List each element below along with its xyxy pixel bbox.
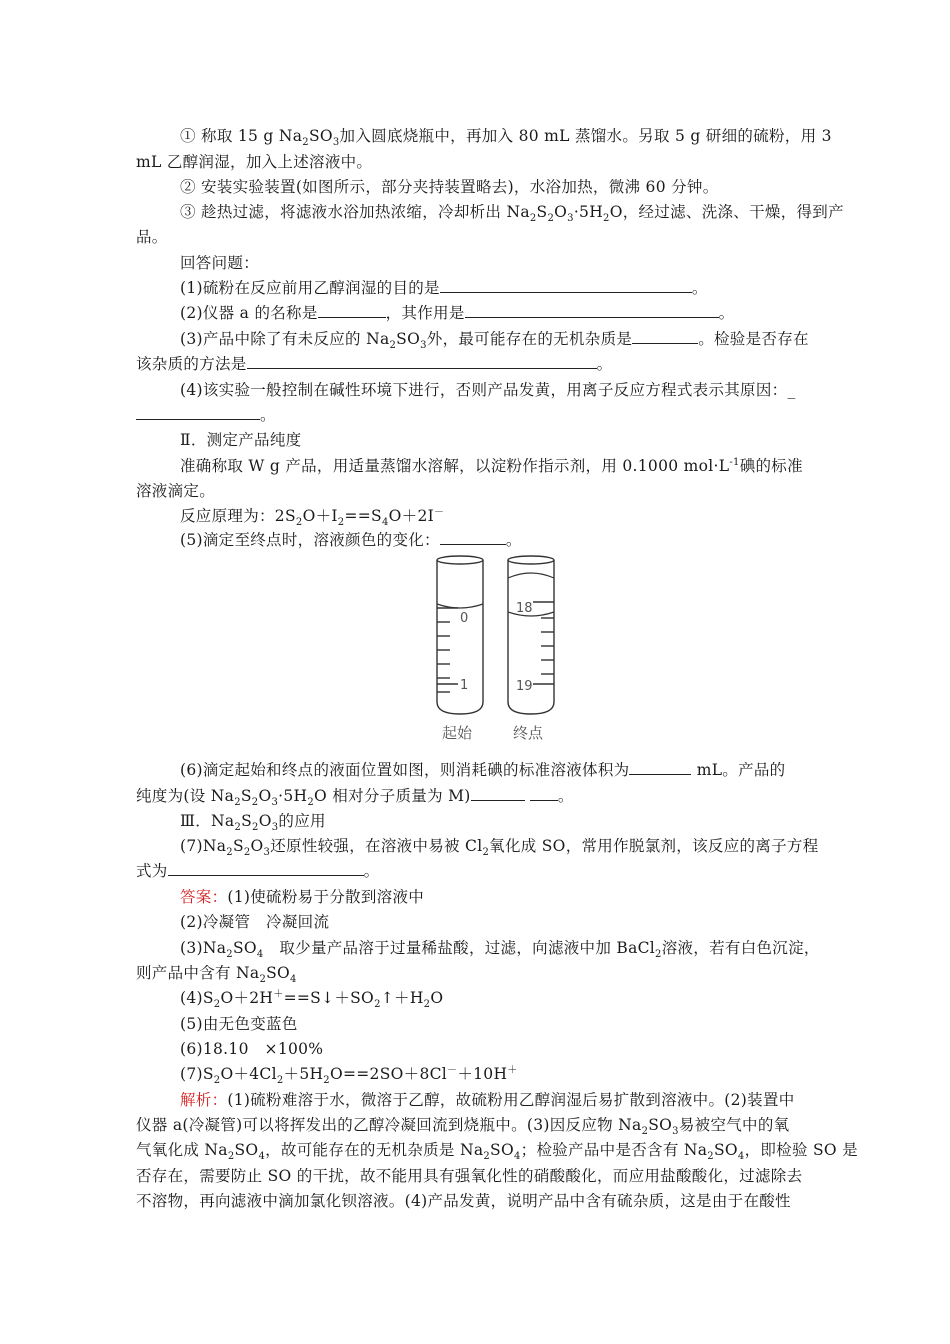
caption-start: 起始 xyxy=(442,724,473,742)
step-3-line-1: ③ 趁热过滤，将滤液水浴加热浓缩，冷却析出 $Na_2S_2O_3\cdot 5H_2O$，经过滤、洗涤、干燥，得到产 xyxy=(180,203,844,225)
answer-blank[interactable] xyxy=(318,303,386,318)
section-2-para-line-2: 溶液滴定。 xyxy=(136,482,216,500)
step-3-line-2: 品。 xyxy=(136,228,168,246)
analysis-line-3: 气氧化成 $Na_2SO_4$，故可能存在的无机杂质是 $Na_2SO_4$；检验产品中是否含有 $Na_2SO_4$，即检验 SO 是 xyxy=(136,1141,858,1163)
tick-label-0: 0 xyxy=(460,611,469,626)
reaction-principle: 反应原理为：$2S_2O+I_2==S_4O+2I^-$ xyxy=(180,506,445,529)
step-1-line-2: mL 乙醇润湿，加入上述溶液中。 xyxy=(136,153,373,171)
question-5: (5)滴定至终点时，溶液颜色的变化： 。 xyxy=(180,531,522,549)
caption-end: 终点 xyxy=(513,724,544,742)
burette-diagram xyxy=(420,552,580,748)
tick-label-19: 19 xyxy=(516,679,533,694)
answer-7: $(7)S_2O+4Cl_2+5H_2O==2SO+8Cl^-+10H^+$ xyxy=(180,1064,518,1087)
step-1-line-1: ① 称取 15 g $Na_2SO_3$加入圆底烧瓶中，再加入 80 mL 蒸馏水。另取 5 g 研细的硫粉，用 3 xyxy=(180,127,832,149)
answer-3-line-1: $(3)Na_2SO_4$ 取少量产品溶于过量稀盐酸，过滤，向滤液中加 BaCl$_2$溶液，若有白色沉淀， xyxy=(180,939,820,961)
step-2-line: ② 安装实验装置(如图所示，部分夹持装置略去)，水浴加热，微沸 60 分钟。 xyxy=(180,178,719,196)
analysis-line-1: 解析：(1)硫粉难溶于水，微溶于乙醇，故硫粉用乙醇润湿后易扩散到溶液中。(2)装置中 xyxy=(180,1091,795,1109)
answer-blank[interactable] xyxy=(168,861,364,876)
tick-label-1: 1 xyxy=(460,678,469,693)
question-7-line-2: 式为 。 xyxy=(136,862,380,880)
answer-1: 答案：(1)使硫粉易于分散到溶液中 xyxy=(180,888,425,906)
section-2-para-line-1: 准确称取 W g 产品，用适量蒸馏水溶解，以淀粉作指示剂，用 0.1000 $mol\cdot L^{-1}$碘的标准 xyxy=(180,456,803,475)
analysis-line-4: 否存在，需要防止 SO 的干扰，故不能用具有强氧化性的硝酸酸化，而应用盐酸酸化，过滤除去 xyxy=(136,1167,803,1185)
answer-blank[interactable] xyxy=(632,329,698,344)
analysis-line-5: 不溶物，再向滤液中滴加氯化钡溶液。(4)产品发黄，说明产品中含有硫杂质，这是由于在酸性 xyxy=(136,1192,791,1210)
answer-label: 答案： xyxy=(180,888,228,906)
question-6-line-2: 纯度为(设 $Na_2S_2O_3\cdot 5H_2O$ 相对分子质量为 M) 。 xyxy=(136,787,574,809)
answer-blank[interactable] xyxy=(440,278,692,293)
question-4-line-2: 。 xyxy=(136,405,816,425)
answer-blank[interactable] xyxy=(465,303,719,318)
answer-blank[interactable] xyxy=(471,786,525,801)
answer-blank[interactable] xyxy=(136,405,260,420)
answer-3-line-2: 则产品中含有 $Na_2SO_4$ xyxy=(136,964,297,986)
answer-blank[interactable] xyxy=(440,530,506,545)
question-3-line-1: (3)产品中除了有未反应的 $Na_2SO_3$外，最可能存在的无机杂质是 。检验是否存在 xyxy=(180,330,809,352)
answer-6: (6)18.10 ×100% xyxy=(180,1040,324,1058)
question-1: (1)硫粉在反应前用乙醇润湿的目的是 。 xyxy=(180,279,708,297)
answer-2: (2)冷凝管 冷凝回流 xyxy=(180,913,330,931)
question-2: (2)仪器 a 的名称是 ，其作用是 。 xyxy=(180,304,735,322)
answer-blank[interactable] xyxy=(530,786,558,801)
answer-4: $(4)S_2O+2H^+==S↓+SO_2↑+H_2O$ xyxy=(180,988,444,1011)
answer-blank[interactable] xyxy=(629,760,691,775)
tick-label-18: 18 xyxy=(516,601,533,616)
answer-5: (5)由无色变蓝色 xyxy=(180,1015,298,1033)
analysis-line-2: 仪器 a(冷凝管)可以将挥发出的乙醇冷凝回流到烧瓶中。(3)因反应物 $Na_2SO_3$易被空气中的氧 xyxy=(136,1116,790,1138)
answer-blank[interactable] xyxy=(247,354,597,369)
analysis-label: 解析： xyxy=(180,1091,228,1109)
question-7-line-1: $(7)Na_2S_2O_3$还原性较强，在溶液中易被 $Cl_2$氧化成 SO，常用作脱氯剂，该反应的离子方程 xyxy=(180,837,819,859)
section-3-heading: Ⅲ．$Na_2S_2O_3$的应用 xyxy=(180,812,326,834)
section-2-heading: Ⅱ．测定产品纯度 xyxy=(180,431,302,449)
burette-figure xyxy=(420,552,580,748)
question-3-line-2: 该杂质的方法是 。 xyxy=(136,355,613,373)
question-6-line-1: (6)滴定起始和终点的液面位置如图，则消耗碘的标准溶液体积为 mL。产品的 xyxy=(180,761,786,779)
question-4-line-1: (4)该实验一般控制在碱性环境下进行，否则产品发黄，用离子反应方程式表示其原因：_ xyxy=(180,381,796,399)
questions-intro: 回答问题： xyxy=(180,254,260,272)
